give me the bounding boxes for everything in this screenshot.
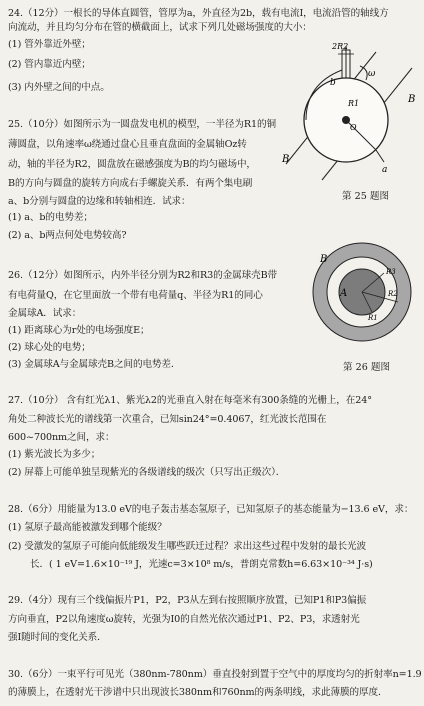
q24-line1: 24.（12分）一根长的导体直圆管，管厚为a，外直径为2b，载有电流I，电流沿管的轴线方 (8, 8, 389, 19)
fig25-label-B-right: B (408, 94, 416, 105)
q27-sub1: (1) 紫光波长为多少； (8, 449, 101, 460)
fig26-label-R3: R3 (386, 268, 396, 276)
q28-sub2-line2: 长．( 1 eV=1.6×10⁻¹⁹ J，光速c=3×10⁸ m/s，普朗克常数h=6.63×10⁻³⁴ J·s) (30, 559, 373, 570)
fig25-label-b: b (330, 78, 336, 88)
figure-26-caption: 第 26 题图 (343, 362, 391, 373)
fig26-label-B: B (320, 254, 328, 265)
q27-line2: 角处二种波长光的谱线第一次重合，已知sin24°=0.4067，红光波长范围在 (8, 414, 327, 425)
q26-sub1: (1) 距离球心为r处的电场强度E； (8, 325, 150, 336)
q26-line3: 金属球A．试求： (8, 308, 82, 319)
q27-line3: 600~700nm之间，求： (8, 432, 115, 443)
q28-line1: 28.（6分）用能量为13.0 eV的电子轰击基态氢原子，已知氢原子的基态能量为−13.6 eV，求： (8, 504, 414, 515)
q26-line1: 26.（12分）如图所示，内外半径分别为R2和R3的金属球壳B带 (8, 270, 278, 281)
q25-line1: 25.（10分）如图所示为一圆盘发电机的模型，一半径为R1的铜 (8, 119, 276, 130)
fig25-label-r1: R1 (348, 99, 360, 108)
fig26-label-R1: R1 (368, 314, 378, 322)
q24-sub2: (2) 管内靠近内壁； (8, 59, 91, 70)
q25-line2: 薄圆盘，以角速率ω绕通过盘心且垂直盘面的金属轴Oz转 (8, 139, 247, 150)
q24-line2: 向流动，并且均匀分布在管的横截面上，试求下列几处磁场强度的大小： (8, 22, 312, 33)
q29-line2: 方向垂直，P2以角速度ω旋转，光强为I0的自然光依次通过P1、P2、P3，求透射光 (8, 614, 360, 625)
fig26-label-A: A (340, 288, 348, 299)
fig25-label-a: a (382, 165, 388, 175)
fig25-label-2r2: 2R2 (332, 42, 349, 51)
q25-line3: 动，轴的半径为R2，圆盘放在磁感强度为B的均匀磁场中， (8, 159, 256, 170)
q30-line2: 的薄膜上，在透射光干涉谱中只出现波长380nm和760nm的两条明线，求此薄膜的厚度． (8, 687, 388, 698)
q27-sub2: (2) 屏幕上可能单独呈现紫光的各级谱线的级次（只写出正级次）． (8, 467, 286, 478)
q26-line2: 有电荷量Q，在它里面放一个带有电荷量q、半径为R1的同心 (8, 290, 263, 301)
q30-line1: 30.（6分）一束平行可见光（380nm-780nm）垂直投射到置于空气中的厚度均匀的折射率n=1.9 (8, 669, 422, 680)
fig25-label-omega: ω (368, 69, 376, 79)
fig25-label-o: O (350, 123, 357, 132)
q25-line4: B的方向与圆盘的旋转方向成右手螺旋关系．有两个集电刷 (8, 178, 253, 189)
q29-line3: 强I随时间的变化关系． (8, 632, 107, 643)
q25-line5: a、b分别与圆盘的边缘和转轴相连．试求： (8, 196, 191, 207)
q26-sub2: (2) 球心处的电势； (8, 342, 91, 353)
q28-sub1: (1) 氢原子最高能被激发到哪个能级？ (8, 522, 167, 533)
q25-sub1: (1) a、b的电势差； (8, 212, 93, 223)
q26-sub3: (3) 金属球A与金属球壳B之间的电势差． (8, 359, 181, 370)
q28-sub2-line1: (2) 受激发的氢原子可能向低能级发生哪些跃迁过程？求出这些过程中发射的最长光波 (8, 541, 367, 552)
figure-25-caption: 第 25 题图 (342, 191, 390, 202)
q29-line1: 29.（4分）现有三个线偏振片P1，P2，P3从左到右按照顺序放置，已知P1和P3偏振 (8, 595, 367, 606)
fig25-label-B-left: B (282, 154, 290, 165)
q25-sub2: (2) a、b两点何处电势较高? (8, 230, 127, 241)
q27-line1: 27.（10分） 含有红光λ1、紫光λ2的光垂直入射在每毫米有300条缝的光栅上，在24° (8, 395, 372, 406)
q24-sub1: (1) 管外靠近外壁； (8, 39, 91, 50)
q24-sub3: (3) 内外壁之间的中点。 (8, 82, 110, 93)
fig26-label-R2: R2 (388, 290, 398, 298)
